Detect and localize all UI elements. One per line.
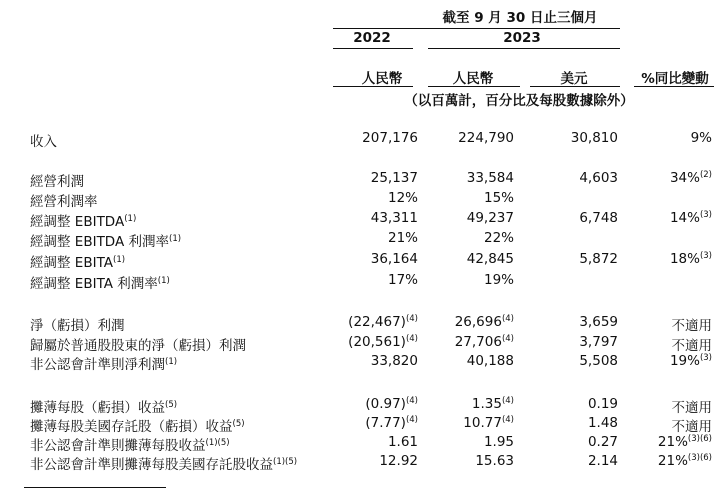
rmb-2022-value: 21% xyxy=(387,230,418,246)
rmb-2023-value: 40,188 xyxy=(466,353,514,369)
row-label: 淨（虧損）利潤 xyxy=(30,318,125,334)
yoy-change-value: 18%$^{(3)}$ xyxy=(669,251,712,267)
yoy-change-value: 不適用 xyxy=(671,318,712,334)
footnote-ref: (1)(5) xyxy=(273,457,298,467)
row-label: 經調整 EBITA 利潤率$^{(1)}$ xyxy=(30,276,170,292)
row-label: 歸屬於普通股股東的淨（虧損）利潤 xyxy=(30,338,246,354)
usd-2023-value: 0.27 xyxy=(587,434,618,450)
rmb-2023-value: 33,584 xyxy=(466,170,514,186)
row-label: 攤薄每股美國存託股（虧損）收益$^{(5)}$ xyxy=(30,419,245,435)
row-label: 經調整 EBITDA 利潤率$^{(1)}$ xyxy=(30,234,182,250)
usd-2023-value: 3,797 xyxy=(579,334,618,350)
col-3-underline xyxy=(530,86,620,87)
rmb-2022-value: 33,820 xyxy=(370,353,418,369)
yoy-change-value: 不適用 xyxy=(671,419,712,435)
footnote-ref: (4) xyxy=(405,314,418,324)
rmb-2023-value: 26,696$^{(4)}$ xyxy=(454,314,514,330)
year-2023-underline xyxy=(428,48,620,49)
footnote-ref: (1) xyxy=(124,214,137,224)
footnote-ref: (3) xyxy=(699,251,712,261)
footnote-ref: (2) xyxy=(699,170,712,180)
rmb-2023-value: 1.95 xyxy=(483,434,514,450)
yoy-change-value: 34%$^{(2)}$ xyxy=(669,170,712,186)
col-usd-heading: 美元 xyxy=(560,71,588,87)
usd-2023-value: 0.19 xyxy=(587,396,618,412)
rmb-2023-value: 15.63 xyxy=(475,453,514,469)
footnote-ref: (1) xyxy=(113,255,126,265)
footnote-ref: (1)(5) xyxy=(205,438,230,448)
col-yoy-heading: %同比變動 xyxy=(641,71,709,87)
rmb-2022-value: 207,176 xyxy=(362,130,418,146)
footnote-ref: (5) xyxy=(165,400,178,410)
rmb-2022-value: 12% xyxy=(387,190,418,206)
row-label: 經調整 EBITA$^{(1)}$ xyxy=(30,255,126,271)
footnote-rule xyxy=(24,487,166,488)
rmb-2022-value: $(0.97)^{(4)}$ xyxy=(365,396,418,412)
footnote-ref: (4) xyxy=(405,334,418,344)
year-2023-heading: 2023 xyxy=(503,30,541,46)
rmb-2022-value: 12.92 xyxy=(379,453,418,469)
col-1-underline xyxy=(333,86,413,87)
rmb-2023-value: 27,706$^{(4)}$ xyxy=(454,334,514,350)
year-2022-heading: 2022 xyxy=(353,30,391,46)
rmb-2023-value: 22% xyxy=(483,230,514,246)
period-title: 截至 9 月 30 日止三個月 xyxy=(442,10,598,26)
rmb-2022-value: $(7.77)^{(4)}$ xyxy=(365,415,418,431)
units-note: （以百萬計，百分比及每股數據除外） xyxy=(404,93,634,109)
row-label: 攤薄每股（虧損）收益$^{(5)}$ xyxy=(30,400,178,416)
usd-2023-value: 5,872 xyxy=(579,251,618,267)
row-label: 非公認會計準則淨利潤$^{(1)}$ xyxy=(30,357,178,373)
yoy-change-value: 不適用 xyxy=(671,338,712,354)
footnote-ref: (1) xyxy=(165,357,178,367)
row-label: 經調整 EBITDA$^{(1)}$ xyxy=(30,214,137,230)
rmb-2023-value: 10.77$^{(4)}$ xyxy=(463,415,514,431)
footnote-ref: (3) xyxy=(699,353,712,363)
row-label: 收入 xyxy=(30,134,57,150)
usd-2023-value: 6,748 xyxy=(579,210,618,226)
footnote-ref: (4) xyxy=(501,334,514,344)
rmb-2022-value: 43,311 xyxy=(370,210,418,226)
rmb-2022-value: 17% xyxy=(387,272,418,288)
usd-2023-value: 2.14 xyxy=(587,453,618,469)
footnote-ref: (1) xyxy=(169,234,182,244)
usd-2023-value: 4,603 xyxy=(579,170,618,186)
footnote-ref: (3) xyxy=(699,210,712,220)
col-rmb-2023-heading: 人民幣 xyxy=(452,71,494,87)
yoy-change-value: 9% xyxy=(690,130,712,146)
footnote-ref: (3)(6) xyxy=(687,453,712,463)
yoy-change-value: 21%$^{(3)(6)}$ xyxy=(657,453,712,469)
row-label: 經營利潤率 xyxy=(30,194,98,210)
rmb-2023-value: 42,845 xyxy=(466,251,514,267)
usd-2023-value: 5,508 xyxy=(579,353,618,369)
col-2-underline xyxy=(428,86,520,87)
rmb-2023-value: 15% xyxy=(483,190,514,206)
yoy-change-value: 不適用 xyxy=(671,400,712,416)
col-4-underline xyxy=(634,86,714,87)
footnote-ref: (4) xyxy=(405,415,418,425)
rmb-2023-value: 49,237 xyxy=(466,210,514,226)
rmb-2023-value: 224,790 xyxy=(458,130,514,146)
rmb-2022-value: 1.61 xyxy=(387,434,418,450)
row-label: 非公認會計準則攤薄每股收益$^{(1)(5)}$ xyxy=(30,438,230,454)
rmb-2023-value: 19% xyxy=(483,272,514,288)
rmb-2023-value: 1.35$^{(4)}$ xyxy=(471,396,514,412)
period-underline xyxy=(333,28,620,29)
rmb-2022-value: 25,137 xyxy=(370,170,418,186)
footnote-ref: (5) xyxy=(232,419,245,429)
usd-2023-value: 1.48 xyxy=(587,415,618,431)
rmb-2022-value: $(22,467)^{(4)}$ xyxy=(348,314,418,330)
rmb-2022-value: 36,164 xyxy=(370,251,418,267)
year-2022-underline xyxy=(333,48,413,49)
yoy-change-value: 19%$^{(3)}$ xyxy=(669,353,712,369)
footnote-ref: (4) xyxy=(501,396,514,406)
row-label: 經營利潤 xyxy=(30,174,84,190)
usd-2023-value: 3,659 xyxy=(579,314,618,330)
footnote-ref: (4) xyxy=(501,314,514,324)
usd-2023-value: 30,810 xyxy=(570,130,618,146)
footnote-ref: (3)(6) xyxy=(687,434,712,444)
footnote-ref: (1) xyxy=(157,276,170,286)
row-label: 非公認會計準則攤薄每股美國存託股收益$^{(1)(5)}$ xyxy=(30,457,298,473)
yoy-change-value: 21%$^{(3)(6)}$ xyxy=(657,434,712,450)
yoy-change-value: 14%$^{(3)}$ xyxy=(669,210,712,226)
rmb-2022-value: $(20,561)^{(4)}$ xyxy=(348,334,418,350)
col-rmb-2022-heading: 人民幣 xyxy=(361,71,403,87)
footnote-ref: (4) xyxy=(405,396,418,406)
footnote-ref: (4) xyxy=(501,415,514,425)
